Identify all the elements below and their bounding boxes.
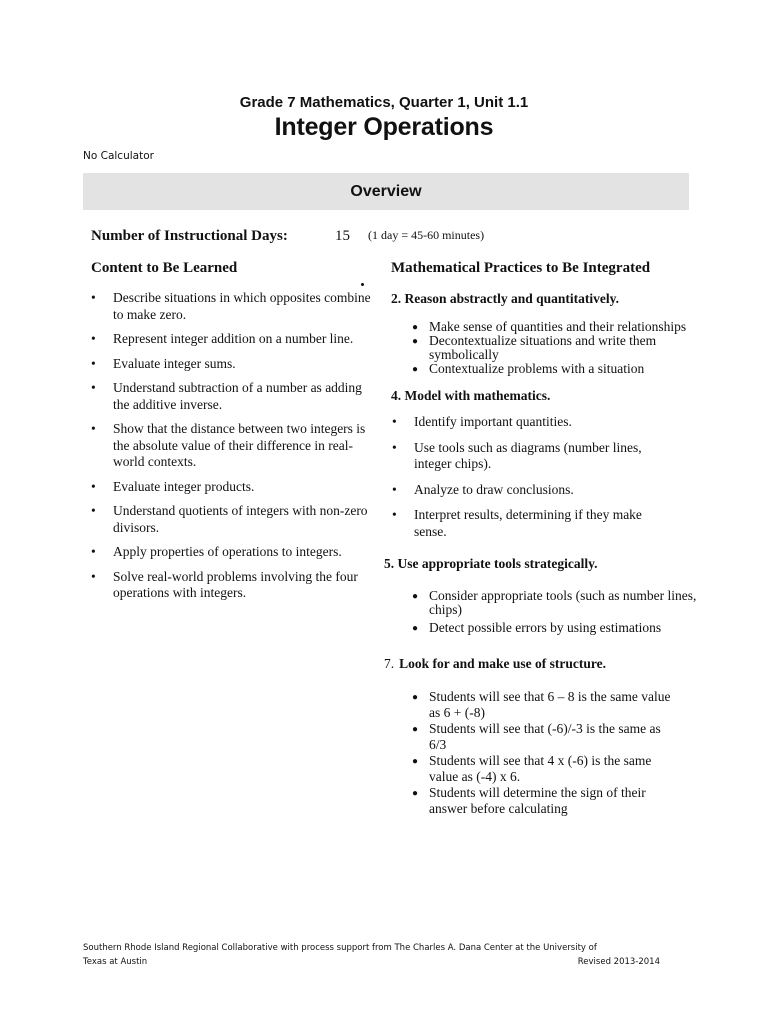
list-item: • Evaluate integer products. bbox=[91, 478, 255, 494]
list-item: • Understand quotients of integers with non-zero divisors. bbox=[91, 503, 368, 535]
practice-2-heading: 2. Reason abstractly and quantitatively. bbox=[391, 291, 620, 306]
instructional-days-note: (1 day = 45-60 minutes) bbox=[368, 228, 485, 242]
instructional-days-value: 15 bbox=[335, 228, 350, 244]
list-item: • Solve real-world problems involving the four operations with integers. bbox=[91, 568, 358, 600]
practice-4-list bbox=[392, 414, 672, 549]
list-item: ● Contextualize problems with a situation bbox=[412, 361, 645, 376]
unit-subtitle: Grade 7 Mathematics, Quarter 1, Unit 1.1 bbox=[239, 94, 529, 111]
practice-5-list bbox=[408, 589, 698, 635]
list-item: • Understand subtraction of a number as adding the additive inverse. bbox=[91, 380, 362, 412]
practice-5-heading: 5. Use appropriate tools strategically. bbox=[384, 556, 598, 571]
list-item: • Analyze to draw conclusions. bbox=[392, 481, 574, 497]
practices-heading: Mathematical Practices to Be Integrated bbox=[391, 260, 651, 276]
list-item: ● Consider appropriate tools (such as number lines, chips) bbox=[412, 588, 697, 617]
list-item: • Show that the distance between two integers is the absolute value of their difference in real-world contexts. bbox=[91, 421, 366, 469]
list-item: • Interpret results, determining if they make sense. bbox=[392, 507, 642, 539]
list-item: • Use tools such as diagrams (number lines, integer chips). bbox=[392, 439, 642, 471]
calculator-note: No Calculator bbox=[83, 150, 154, 162]
list-item: ● Students will see that (-6)/-3 is the same as 6/3 bbox=[412, 721, 661, 752]
footer-credit-line1: Southern Rhode Island Regional Collaborative with process support from The Charles A. Dana Center at the University of bbox=[83, 943, 597, 953]
content-list bbox=[91, 290, 379, 610]
list-item: • Apply properties of operations to integers. bbox=[91, 544, 342, 559]
practice-7-list bbox=[408, 689, 678, 817]
practice-7-heading bbox=[384, 656, 606, 672]
list-item: ● Decontextualize situations and write them symbolically bbox=[412, 333, 657, 362]
list-item: ● Make sense of quantities and their relationships bbox=[412, 319, 687, 334]
list-item: • Identify important quantities. bbox=[392, 414, 572, 429]
list-item: • Represent integer addition on a number line. bbox=[91, 331, 354, 346]
list-item: ● Detect possible errors by using estimations bbox=[412, 620, 662, 635]
content-heading: Content to Be Learned bbox=[91, 260, 238, 276]
practice-7-title: Look for and make use of structure. bbox=[399, 656, 607, 671]
practice-2-list bbox=[408, 320, 698, 376]
practice-4-heading: 4. Model with mathematics. bbox=[391, 388, 551, 403]
page-title: Integer Operations bbox=[274, 113, 494, 141]
overview-banner bbox=[83, 173, 689, 210]
list-item: ● Students will see that 4 x (-6) is the same value as (-4) x 6. bbox=[412, 753, 652, 784]
footer-credit-line2: Texas at Austin bbox=[83, 957, 148, 967]
list-item: • Evaluate integer sums. bbox=[91, 355, 236, 371]
list-item: ● Students will see that 6 – 8 is the same value as 6 + (-8) bbox=[412, 689, 671, 720]
instructional-days-label: Number of Instructional Days: bbox=[91, 228, 288, 244]
list-item: • Describe situations in which opposites combine to make zero. bbox=[91, 290, 371, 322]
stray-dot bbox=[361, 283, 364, 286]
list-item: ● Students will determine the sign of their answer before calculating bbox=[412, 785, 646, 816]
footer-revised: Revised 2013-2014 bbox=[577, 957, 660, 967]
practice-7-number: 7. bbox=[384, 656, 395, 671]
overview-heading: Overview bbox=[350, 183, 422, 200]
